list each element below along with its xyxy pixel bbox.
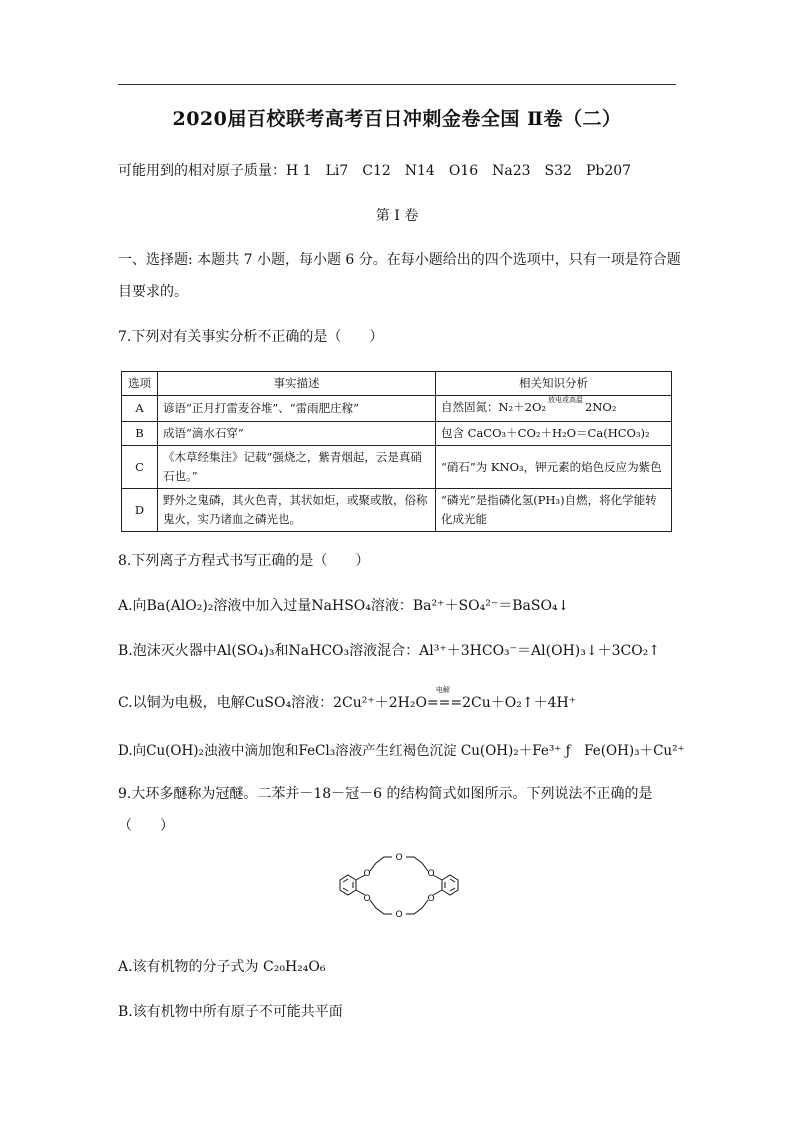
- table-row: [122, 396, 672, 422]
- q9-stem-line1: 9.大环多醚称为冠醚。二苯并－18－冠－6 的结构简式如图所示。下列说法不正确的是: [118, 786, 653, 802]
- electrolysis-label: 电解: [435, 686, 450, 694]
- option-cell: B: [122, 422, 158, 446]
- q8-option-b: B.泡沫灭火器中Al(SO₄)₃和NaHCO₃溶液混合：Al³⁺＋3HCO₃⁻＝Al(OH)₃↓＋3CO₂↑: [118, 643, 661, 659]
- analysis-cell: 包含 CaCO₃＋CO₂＋H₂O＝Ca(HCO₃)₂: [436, 422, 672, 446]
- table-header: 事实描述: [158, 372, 436, 396]
- q8-option-c-left: C.以铜为电极，电解CuSO₄溶液：2Cu²⁺＋2H₂O: [118, 695, 427, 711]
- oxygen-atom: O: [395, 910, 403, 920]
- q8-option-c: [118, 686, 577, 712]
- volume-heading: 第 I 卷: [375, 208, 419, 224]
- atomic-masses: 可能用到的相对原子质量：H 1 Li7 C12 N14 O16 Na23 S32 Pb207: [118, 163, 632, 179]
- page-title: 2020届百校联考高考百日冲刺金卷全国 Ⅱ卷（二）: [172, 108, 622, 130]
- option-cell: A: [122, 396, 158, 422]
- option-cell: D: [122, 489, 158, 532]
- section-instructions-line2: 目要求的。: [118, 284, 188, 300]
- table-header: 选项: [122, 372, 158, 396]
- analysis-equation-left: 自然固氮：N₂＋2O₂: [441, 400, 547, 414]
- table-row: [122, 422, 672, 446]
- option-cell: C: [122, 446, 158, 489]
- oxygen-atom: O: [427, 869, 435, 879]
- analysis-cell: [436, 396, 672, 422]
- q8-option-c-right: 2Cu＋O₂↑＋4H⁺: [462, 695, 577, 711]
- fact-cell: 《木草经集注》记载“强烧之，紫青烟起，云是真硝石也。”: [158, 446, 436, 489]
- reaction-condition: 放电或高温: [548, 396, 584, 404]
- top-rule: [118, 84, 676, 85]
- fact-cell: 野外之鬼磷，其火色青，其状如炬，或聚或散，俗称鬼火，实乃诸血之磷光也。: [158, 489, 436, 532]
- oxygen-atom: O: [363, 894, 371, 904]
- fact-cell: 成语“滴水石穿”: [158, 422, 436, 446]
- left-benzene-ring: [340, 875, 356, 895]
- q8-stem: 8.下列离子方程式书写正确的是（ ）: [118, 553, 370, 569]
- oxygen-atom: O: [427, 894, 435, 904]
- q9-option-a: A.该有机物的分子式为 C₂₀H₂₄O₆: [118, 959, 326, 975]
- table-row: [122, 489, 672, 532]
- fact-cell: 谚语“正月打雷麦谷堆”、“雷雨肥庄稼”: [158, 396, 436, 422]
- q9-option-b: B.该有机物中所有原子不可能共平面: [118, 1004, 343, 1020]
- section-instructions-line1: 一、选择题: 本题共 7 小题，每小题 6 分。在每小题给出的四个选项中，只有一项是符合题: [118, 252, 681, 268]
- q9-stem-line2: （ ）: [118, 818, 174, 834]
- oxygen-atom: O: [363, 869, 371, 879]
- analysis-cell: “硝石”为 KNO₃，钾元素的焰色反应为紫色: [436, 446, 672, 489]
- electrolysis-arrow: [426, 686, 463, 711]
- equation-arrow: ===: [426, 695, 463, 711]
- q7-stem: 7.下列对有关事实分析不正确的是（ ）: [118, 329, 384, 345]
- table-header-row: [122, 372, 672, 396]
- q8-option-d: D.向Cu(OH)₂浊液中滴加饱和FeCl₃溶液产生红褐色沉淀 Cu(OH)₂＋Fe³⁺ ƒ Fe(OH)₃＋Cu²⁺: [118, 743, 685, 759]
- analysis-cell: “磷光”是指磷化氢(PH₃)自燃，将化学能转化成光能: [436, 489, 672, 532]
- analysis-equation-right: 2NO₂: [585, 400, 617, 414]
- table-row: [122, 446, 672, 489]
- q7-table: [121, 371, 672, 532]
- right-benzene-ring: [442, 875, 458, 895]
- dibenzo-18-crown-6-structure: [332, 845, 466, 935]
- table-header: 相关知识分析: [436, 372, 672, 396]
- oxygen-atom: O: [395, 853, 403, 863]
- q8-option-a: A.向Ba(AlO₂)₂溶液中加入过量NaHSO₄溶液：Ba²⁺＋SO₄²⁻＝BaSO₄↓: [118, 598, 570, 614]
